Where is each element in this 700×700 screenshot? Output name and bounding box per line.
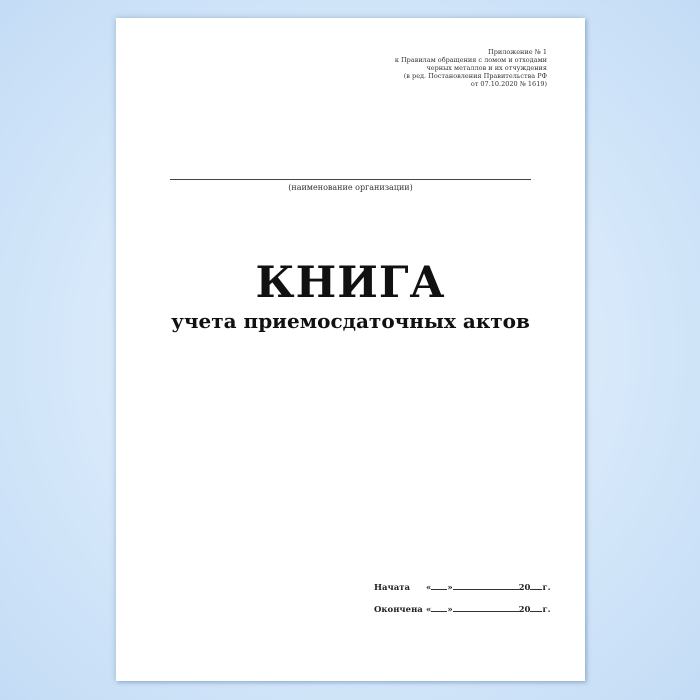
end-date-row (374, 603, 551, 615)
document-title: КНИГА (255, 258, 446, 308)
end-year-prefix: 20 (518, 605, 531, 615)
end-day-blank (431, 603, 447, 612)
journal-cover-page (116, 18, 585, 681)
appendix-line: от 07.10.2020 № 1619) (470, 80, 547, 88)
end-date-label: Окончена (374, 605, 423, 615)
start-year-suffix: г. (542, 583, 551, 593)
appendix-line: черных металлов и их отчуждения (426, 64, 547, 72)
document-subtitle: учета приемосдаточных актов (171, 309, 530, 333)
appendix-line: (в ред. Постановления Правительства РФ (403, 72, 547, 80)
appendix-note (347, 48, 547, 88)
end-month-blank (453, 603, 519, 612)
start-year-prefix: 20 (518, 583, 531, 593)
end-close-quote: » (447, 605, 453, 615)
start-open-quote: « (426, 583, 432, 593)
start-year-blank (530, 581, 542, 590)
organization-name-line (170, 179, 531, 180)
start-date-row (374, 581, 551, 593)
start-date-label: Начата (374, 583, 411, 593)
start-day-blank (431, 581, 447, 590)
end-year-blank (530, 603, 542, 612)
start-month-blank (453, 581, 519, 590)
start-close-quote: » (447, 583, 453, 593)
organization-caption: (наименование организации) (288, 183, 413, 192)
end-year-suffix: г. (542, 605, 551, 615)
appendix-line: к Правилам обращения с ломом и отходами (394, 56, 547, 64)
end-open-quote: « (426, 605, 432, 615)
appendix-line: Приложение № 1 (488, 48, 547, 56)
